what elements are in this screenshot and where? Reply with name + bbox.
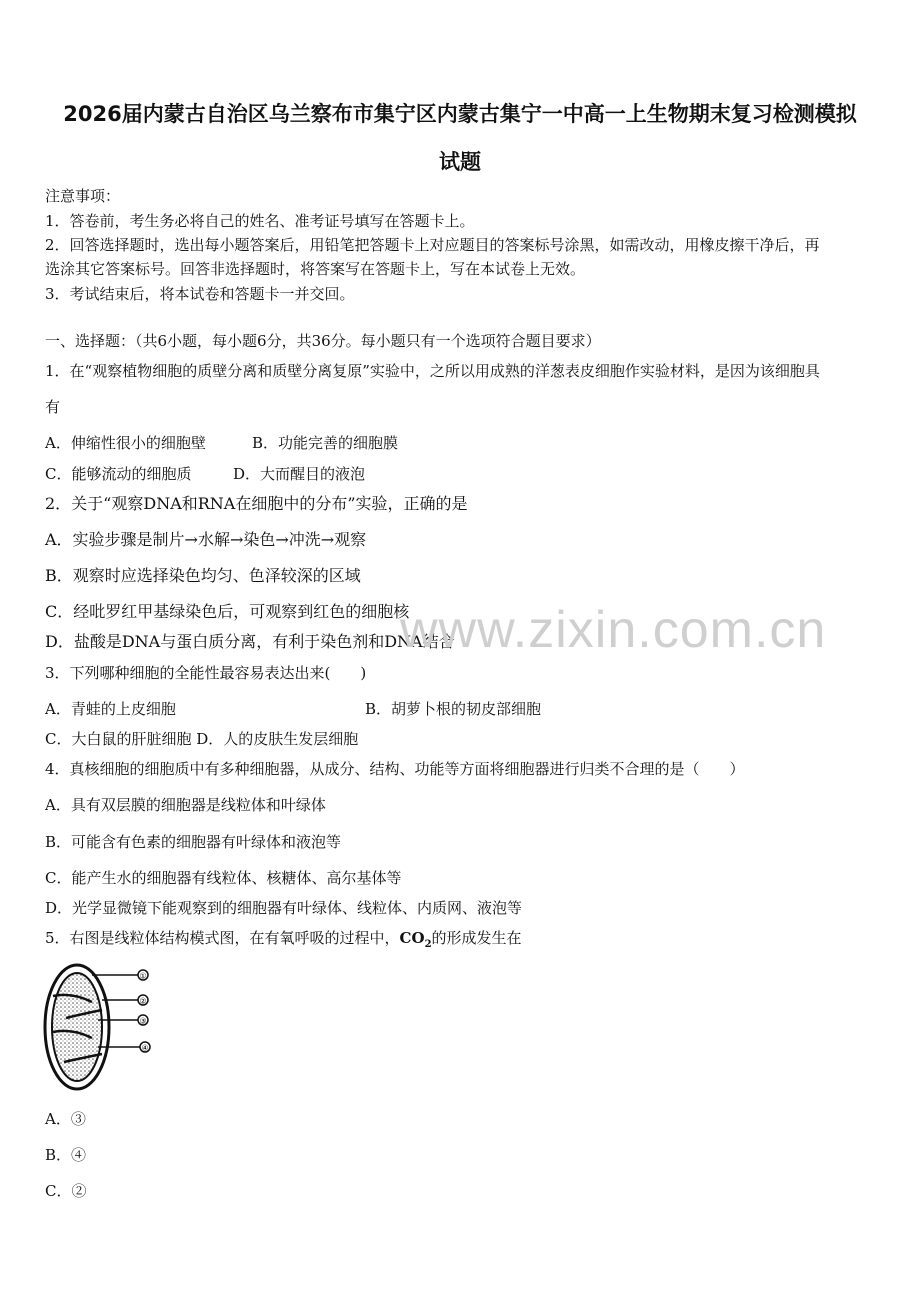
notice-item: 3．考试结束后，将本试卷和答题卡一并交回。 — [45, 285, 355, 303]
question-5-stem-text-end: 的形成发生在 — [431, 929, 522, 947]
document-title-line2: 试题 — [439, 150, 481, 174]
question-4-option-c: C．能产生水的细胞器有线粒体、核糖体、高尔基体等 — [45, 869, 402, 887]
notice-item: 2．回答选择题时，选出每小题答案后，用铅笔把答题卡上对应题目的答案标号涂黑，如需改动，用橡皮擦干净后，再 — [45, 236, 820, 254]
notice-item: 1．答卷前，考生务必将自己的姓名、准考证号填写在答题卡上。 — [45, 212, 475, 230]
label-1: ① — [139, 971, 147, 981]
document-title-line1: 2026届内蒙古自治区乌兰察布市集宁区内蒙古集宁一中高一上生物期末复习检测模拟 — [63, 102, 857, 126]
notice-heading: 注意事项： — [45, 187, 121, 205]
question-2-option-d: D．盐酸是DNA与蛋白质分离，有利于染色剂和DNA结合 — [45, 632, 455, 651]
question-4-option-d: D．光学显微镜下能观察到的细胞器有叶绿体、线粒体、内质网、液泡等 — [45, 899, 523, 917]
question-5-stem — [45, 928, 522, 955]
question-3-option-a: A．青蛙的上皮细胞 — [45, 700, 176, 718]
question-1-option-d: D．大而醒目的液泡 — [233, 465, 366, 483]
question-1-option-b: B．功能完善的细胞膜 — [252, 434, 399, 452]
question-5-stem-text: 5．右图是线粒体结构模式图，在有氧呼吸的过程中， — [45, 929, 400, 947]
watermark-text: www.zixin.com.cn — [400, 601, 827, 659]
question-2-option-c: C．经吡罗红甲基绿染色后，可观察到红色的细胞核 — [45, 602, 410, 621]
co2-formula: $CO_2$ — [399, 929, 432, 950]
question-1-option-c: C．能够流动的细胞质 — [45, 465, 192, 483]
question-2-option-b: B．观察时应选择染色均匀、色泽较深的区域 — [45, 566, 361, 585]
question-1-stem: 1．在“观察植物细胞的质壁分离和质壁分离复原”实验中，之所以用成熟的洋葱表皮细胞作实验材料，是因为该细胞具 — [45, 362, 820, 380]
question-3-option-b: B．胡萝卜根的韧皮部细胞 — [365, 700, 542, 718]
notice-item-continued: 选涂其它答案标号。回答非选择题时，将答案写在答题卡上，写在本试卷上无效。 — [45, 260, 586, 278]
question-1-option-a: A．伸缩性很小的细胞壁 — [45, 434, 206, 452]
question-1-stem-continued: 有 — [45, 398, 61, 416]
question-2-stem: 2．关于“观察DNA和RNA在细胞中的分布”实验，正确的是 — [45, 494, 468, 513]
question-3-stem: 3．下列哪种细胞的全能性最容易表达出来( ) — [45, 664, 367, 682]
question-2-option-a: A．实验步骤是制片→水解→染色→冲洗→观察 — [45, 530, 367, 549]
question-4-option-a: A．具有双层膜的细胞器是线粒体和叶绿体 — [45, 796, 326, 814]
label-3: ③ — [139, 1016, 147, 1026]
section-heading: 一、选择题：（共6小题，每小题6分，共36分。每小题只有一个选项符合题目要求） — [45, 332, 601, 350]
question-5-option-c: C．② — [45, 1182, 87, 1200]
question-4-stem: 4．真核细胞的细胞质中有多种细胞器，从成分、结构、功能等方面将细胞器进行归类不合理的是（ ） — [45, 760, 745, 778]
mitochondrion-diagram — [40, 958, 170, 1093]
question-5-option-a: A．③ — [45, 1110, 86, 1128]
label-4: ④ — [141, 1043, 149, 1053]
question-5-option-b: B．④ — [45, 1146, 87, 1164]
question-3-option-c-d: C．大白鼠的肝脏细胞 D．人的皮肤生发层细胞 — [45, 730, 359, 748]
label-2: ② — [139, 996, 147, 1006]
question-4-option-b: B．可能含有色素的细胞器有叶绿体和液泡等 — [45, 833, 342, 851]
inner-membrane — [52, 973, 102, 1081]
